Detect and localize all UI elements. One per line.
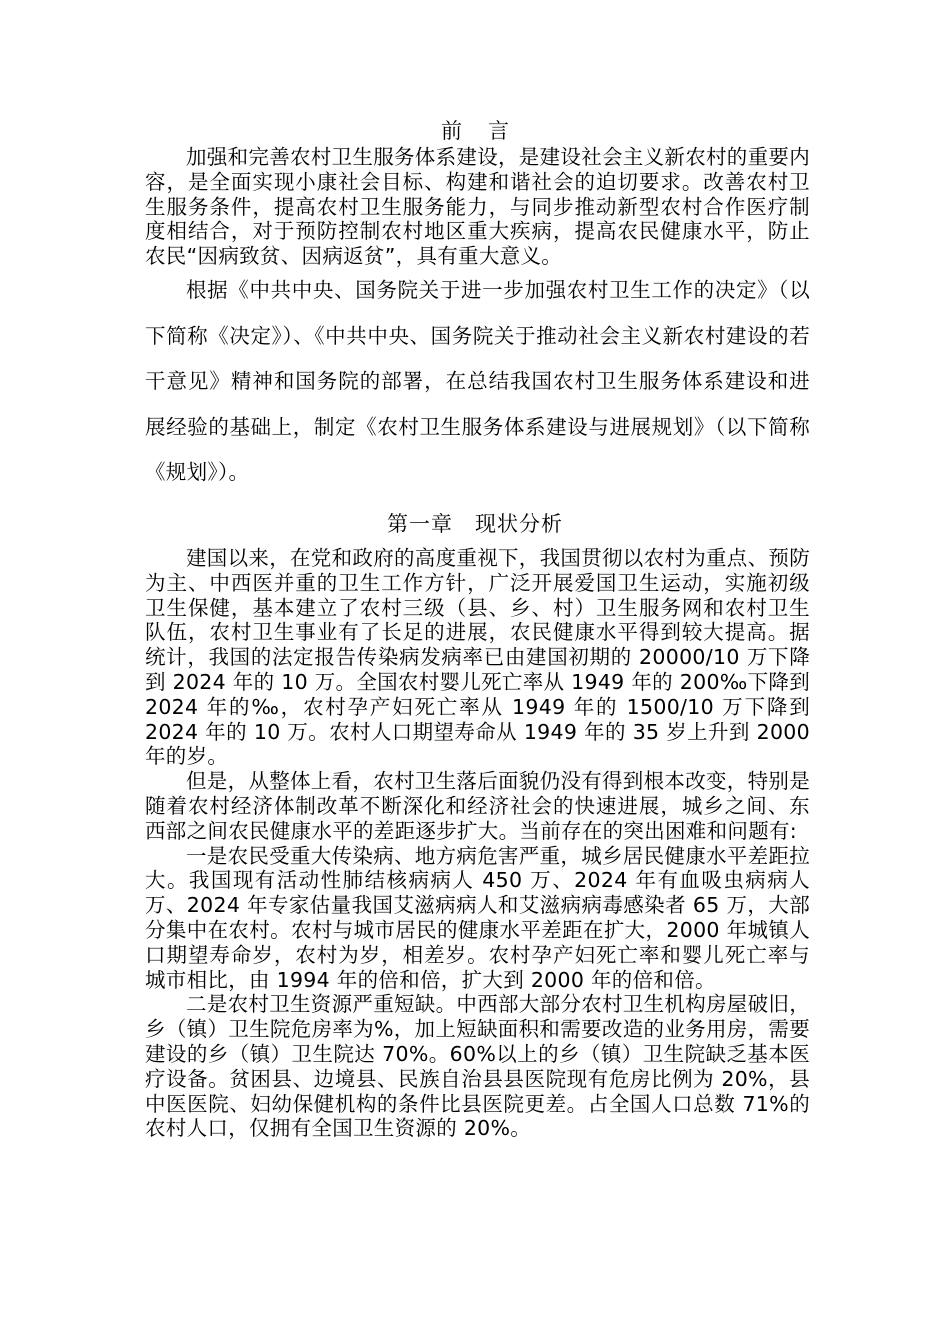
chapter-1-paragraph-4: 二是农村卫生资源严重短缺。中西部大部分农村卫生机构房屋破旧，乡（镇）卫生院危房率为%，加上短缺面积和需要改造的业务用房，需要建设的乡（镇）卫生院达 70%。60%以上的乡（镇）卫生院缺乏基本医疗设备。贫困县、边境县、民族自治县县医院现有危房比例为 20%，县中医医院、妇幼保健机构的条件比县医院更差。占全国人口总数 71%的农村人口，仅拥有全国卫生资源的 20%。 (145, 992, 810, 1141)
preface-paragraph-1: 加强和完善农村卫生服务体系建设，是建设社会主义新农村的重要内容，是全面实现小康社会目标、构建和谐社会的迫切要求。改善农村卫生服务条件，提高农村卫生服务能力，与同步推动新型农村合作医疗制度相结合，对于预防控制农村地区重大疾病，提高农民健康水平，防止农民“因病致贫、因病返贫”，具有重大意义。 (145, 145, 810, 269)
chapter-1-body (145, 546, 810, 1141)
preface-body-2 (145, 268, 810, 496)
chapter-1-paragraph-1: 建国以来，在党和政府的高度重视下，我国贯彻以农村为重点、预防为主、中西医并重的卫生工作方针，广泛开展爱国卫生运动，实施初级卫生保健，基本建立了农村三级（县、乡、村）卫生服务网和农村卫生队伍，农村卫生事业有了长足的进展，农民健康水平得到较大提高。据统计，我国的法定报告传染病发病率已由建国初期的 20000/10 万下降到 2024 年的 10 万。全国农村婴儿死亡率从 1949 年的 200‰下降到 2024 年的‰，农村孕产妇死亡率从 1949 年的 1500/10 万下降到 2024 年的 10 万。农村人口期望寿命从 1949 年的 35 岁上升到 2000 年的岁。 (145, 546, 810, 769)
preface-paragraph-2: 根据《中共中央、国务院关于进一步加强农村卫生工作的决定》（以下简称《决定》）、《中共中央、国务院关于推动社会主义新农村建设的若干意见》精神和国务院的部署，在总结我国农村卫生服务体系建设和进展经验的基础上，制定《农村卫生服务体系建设与进展规划》（以下简称《规划》）。 (145, 278, 810, 484)
preface-title: 前言 (441, 119, 535, 143)
chapter-1-paragraph-2: 但是，从整体上看，农村卫生落后面貌仍没有得到根本改变，特别是随着农村经济体制改革不断深化和经济社会的快速进展，城乡之间、东西部之间农民健康水平的差距逐步扩大。当前存在的突出困难和问题有: (145, 769, 810, 843)
chapter-1-paragraph-3: 一是农民受重大传染病、地方病危害严重，城乡居民健康水平差距拉大。我国现有活动性肺结核病病人 450 万、2024 年有血吸虫病病人万、2024 年专家估量我国艾滋病病人和艾滋病病毒感染者 65 万，大部分集中在农村。农村与城市居民的健康水平差距在扩大，2000 年城镇人口期望寿命岁，农村为岁，相差岁。农村孕产妇死亡率和婴儿死亡率与城市相比，由 1994 年的倍和倍，扩大到 2000 年的倍和倍。 (145, 843, 810, 992)
preface-body-1 (145, 145, 810, 269)
chapter-1-title: 第一章 现状分析 (387, 512, 563, 536)
